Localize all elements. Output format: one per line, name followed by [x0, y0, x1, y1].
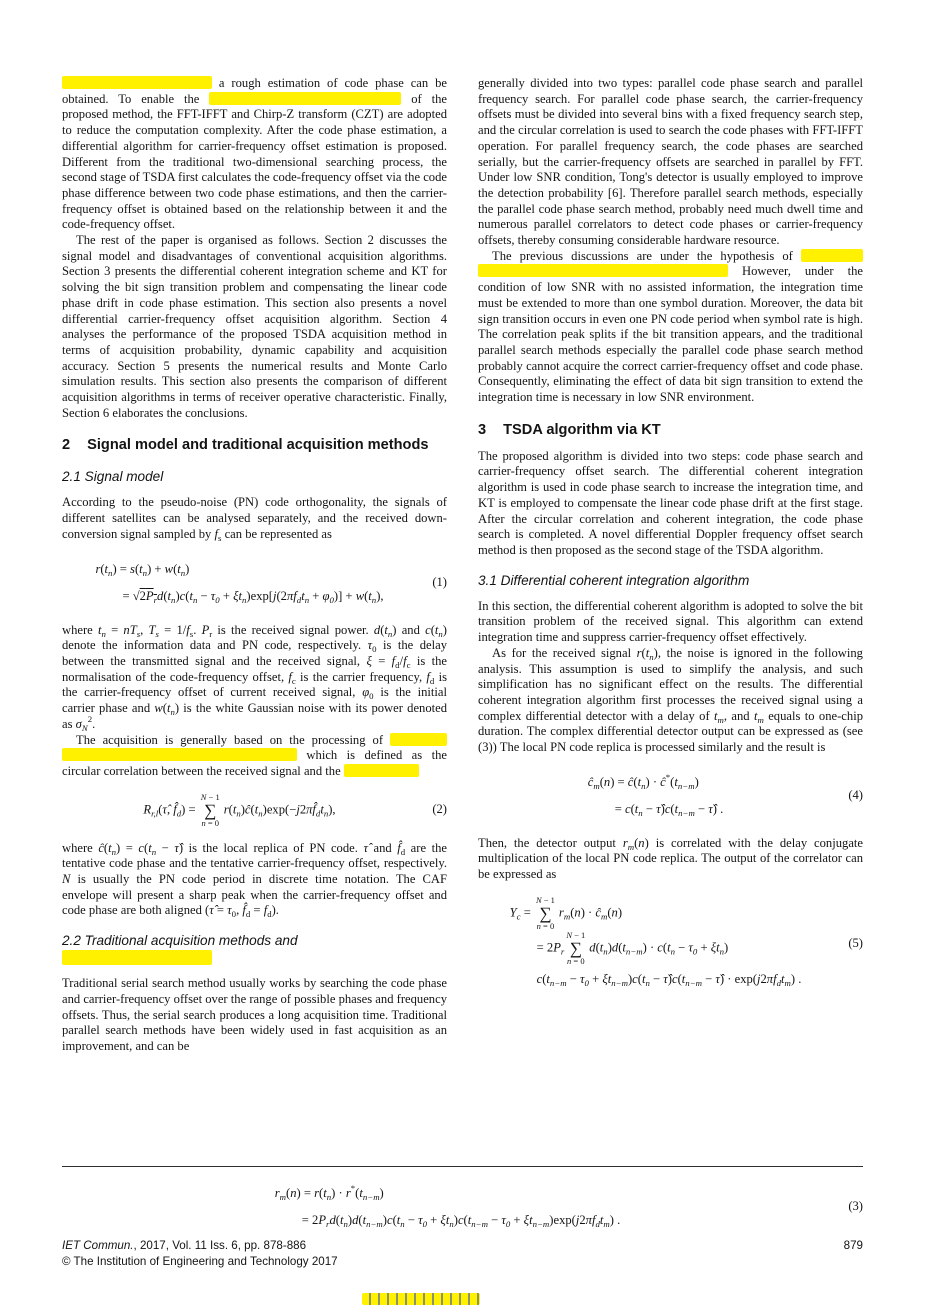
subsection-heading-2-1: 2.1 Signal model — [62, 469, 164, 485]
page-number: 879 — [843, 1239, 863, 1252]
highlight-redaction — [478, 264, 728, 277]
paragraph: The acquisition is generally based on the processing of which is defined as the circular correlation between the received signal and the — [62, 732, 447, 778]
copyright-line: © The Institution of Engineering and Technology 2017 — [62, 1255, 338, 1268]
equation-number: (4) — [848, 787, 863, 802]
section-title: Signal model and traditional acquisition methods — [87, 437, 429, 454]
paragraph: According to the pseudo-noise (PN) code orthogonality, the signals of different satellites can be analysed separately, and the received down-conversion signal sampled by $f_s$ can be represented as — [62, 495, 447, 543]
equation-2: $R_{r,l}(\taû$, $f̂_d$) = N − 1 ∑ n = 0 $r(t_n)ĉ(t_n)\exp(-j2\pi f̂_dt_n)$, (2) — [143, 791, 447, 828]
paragraph: The rest of the paper is organised as follows. Section 2 discusses the signal model and disadvantages of conventional acquisition algorithms. Section 3 presents the differential coherent integration scheme and KT for solving the bit sign transition problem and compensating the linear code phase drift in code phase estimation. This section also presents a novel differential carrier-frequency offset acquisition algorithm. Section 4 analyses the performance of the proposed TSDA acquisition method in terms of acquisition probability, dynamic capability and acquisition accuracy. Section 5 presents the numerical results and Monte Carlo simulation results. This section also presents the comparison of different acquisition algorithms in terms of receiver operative characteristic. Finally, Section 6 elaborates the conclusions. — [62, 233, 447, 420]
journal-name: IET Commun. — [62, 1239, 134, 1252]
equation-number: (5) — [848, 936, 863, 951]
separator-rule — [62, 1166, 863, 1167]
paragraph: generally divided into two types: parallel code phase search and parallel frequency search. For parallel code phase search, the carrier-frequency offsets must be divided into several bins with a fixed frequency search step, and the circular correlation is used to search the code phases with FFT-IFFT operation. For parallel frequency search, the code phases are searched serially, but the carrier-frequency offsets are searched in parallel by FFT. Under low SNR condition, Tong's detector is usually employed to improve the detection probability [6]. Therefore parallel search methods, especially the parallel code phase search method, probably need much dwell time and numerous parallel correlators to detect code phases or carrier-frequency offsets, thereby consuming considerable hardware resource. — [478, 76, 863, 248]
equation-number: (2) — [432, 802, 447, 817]
journal-issue-info: , 2017, Vol. 11 Iss. 6, pp. 878-886 — [133, 1239, 307, 1252]
paragraph: where $t_n = nT_s$, $T_s = 1/f_s$. $P_r$ is the received signal power. $d(t_n)$ and $c(t_n)$ denote the information data and PN code, respectively. $\tau_0$ is the delay between the transmitted signal and the received signal, $\xi = f_d/f_c$ is the normalisation of the code-frequency offset, $f_c$ is the carrier frequency, $f_d$ is the carrier-frequency offset of current received signal, $\varphi_0$ is the initial carrier phase and $w(t_n)$ is the white Gaussian noise with its power denoted as $\sigma_N^2$. — [62, 622, 448, 733]
highlight-redaction — [62, 748, 297, 761]
right-column — [478, 76, 863, 1055]
highlight-redaction — [344, 764, 419, 777]
equation-4: $ĉ_m(n)$ = $ĉ(t_n)$ · $ĉ^*(t_{n-m})$ = $c(t_n$ − $\taû)c(t_{n-m}$ − τ̂) . (4) — [587, 771, 863, 818]
left-column — [62, 76, 447, 1055]
bottom-annotation-highlight — [362, 1293, 480, 1305]
page-footer — [62, 1238, 863, 1270]
section-number: 3 — [478, 421, 487, 438]
journal-citation — [62, 1238, 338, 1254]
subsection-heading-2-2: 2.2 Traditional acquisition methods and — [62, 932, 447, 966]
footer-left — [62, 1238, 338, 1270]
highlight-redaction — [390, 733, 447, 746]
subsection-heading-3-1: 3.1 Differential coherent integration algorithm — [478, 572, 750, 588]
equation-1: $r(t_n) = s(t_n) + w(t_n)$ = $√2P_rd(t_n)c(t_n - \tau_0 + \xi t_n)\exp[j(2\pi f_dt_n + \varphi_0)] + w(t_n)$, (1) — [95, 561, 447, 605]
section-heading-3 — [478, 421, 863, 440]
paragraph: a rough estimation of code phase can be obtained. To enable the of the proposed method, the FFT-IFFT and Chirp-Z transform (CZT) are adopted to reduce the computation complexity. After the code phase estimation, a differential algorithm for carrier-frequency offset estimation is proposed. Different from the traditional two-dimensional searching process, the second stage of TSDA first calculates the code-frequency offset via the code phase difference between two code phase estimations, and then the carrier-frequency offset is obtained based on the relationship between it and the code-frequency offset. — [62, 76, 447, 232]
section-number: 2 — [62, 437, 71, 454]
highlight-redaction — [209, 92, 401, 105]
paragraph: The proposed algorithm is divided into two steps: code phase search and carrier-frequency offset search. The differential coherent integration algorithm is used in code phase search to increase the integration time, and KT is employed to compensate the linear code phase drift at the first stage. After the circular correlation and coherent integration, the code phase search is completed. A novel differential Doppler frequency offset search method is then proposed as the second stage of the TSDA algorithm. — [478, 448, 863, 557]
bottom-equation-section — [62, 1166, 863, 1247]
equation-3: $r_m(n) = r(t_n) \cdot r^*(t_{n-m})$ = $2P_rd(t_n)d(t_{n-m})c(t_n - \tau_0 + \xi t_n)c(t_{n-m} - \tau_0 + \xi t_{n-m})\exp(j2\pi f_dt_m)$ . (3) — [274, 1183, 863, 1229]
paragraph: In this section, the differential coherent algorithm is adopted to solve the bit transition problem of the received signal. This algorithm can extend integration time and suppress carrier-frequency offset effectively. — [478, 598, 863, 645]
highlight-redaction — [62, 76, 212, 89]
paragraph: As for the received signal $r(t_n)$, the noise is ignored in the following analysis. This assumption is used to simplify the analysis, and such simplification has no significant effect on the results. The differential coherent integration algorithm first processes the received signal using a complex differential detector with a delay of $t_m$, and $t_m$ equals to one-chip duration. The complex differential detector output can be expressed as (see (3)) The local PN code replica is processed similarly and the result is — [478, 645, 863, 755]
highlight-redaction — [62, 950, 212, 965]
paragraph: Traditional serial search method usually works by searching the code phase and carrier-frequency offset over the range of possible phases and frequency offsets. Thus, the serial search produces a long acquisition time. Traditional parallel search methods have been widely used in fast acquisition as an improvement, and can be — [62, 976, 447, 1053]
section-heading-2 — [62, 436, 447, 455]
equation-number: (3) — [848, 1199, 863, 1214]
highlight-redaction — [801, 249, 863, 262]
equation-number: (1) — [432, 574, 447, 589]
paragraph: The previous discussions are under the hypothesis of However, under the condition of low SNR with no assisted information, the integration time must be extended to more than one symbol duration. Moreover, the data bit sign transition occurs in even one PN code period when symbol rate is high. The correlation peak splits if the bit transition appears, and the traditional parallel search methods especially the parallel code phase search method probably cannot acquire the correct carrier-frequency offset and code phase. Consequently, eliminating the effect of data bit sign transition to extend the integration time is necessary in low SNR environment. — [478, 248, 863, 405]
paragraph: Then, the detector output $r_m(n)$ is correlated with the delay conjugate multiplication of the local PN code replica. The output of the correlator can be expressed as — [478, 835, 863, 882]
paragraph: where $ĉ(t_n) = c(t_n$ − τ̂) is the local replica of PN code. τ̂ and $f̂_d$ are the tentative code phase and the tentative carrier-frequency offset, respectively. N is usually the PN code period in discrete time notation. The CAF envelope will present a sharp peak when the carrier-frequency offset and code phase are both aligned (τ̂ = $\tau_0$, $f̂_d = f_d$). — [62, 840, 447, 920]
equation-5: $Y_c$ = N − 1 ∑ n = 0 $r_m(n)$ · $ĉ_m(n)$ = $2P_r$ N − 1 ∑ n = 0 $d(t_n)d(t_{n-m}) \cdot c(t_n - \tau_0 + \xi t_n)$ $c(t_{n-m} - \tau_0 + \xi t_{n-m})c(t_n$ − $\taû)c(t_{n-m}$ − τ̂) · $\exp(j2\pi f_dt_m)$ . (5) — [509, 894, 863, 988]
section-title: TSDA algorithm via KT — [503, 421, 661, 438]
